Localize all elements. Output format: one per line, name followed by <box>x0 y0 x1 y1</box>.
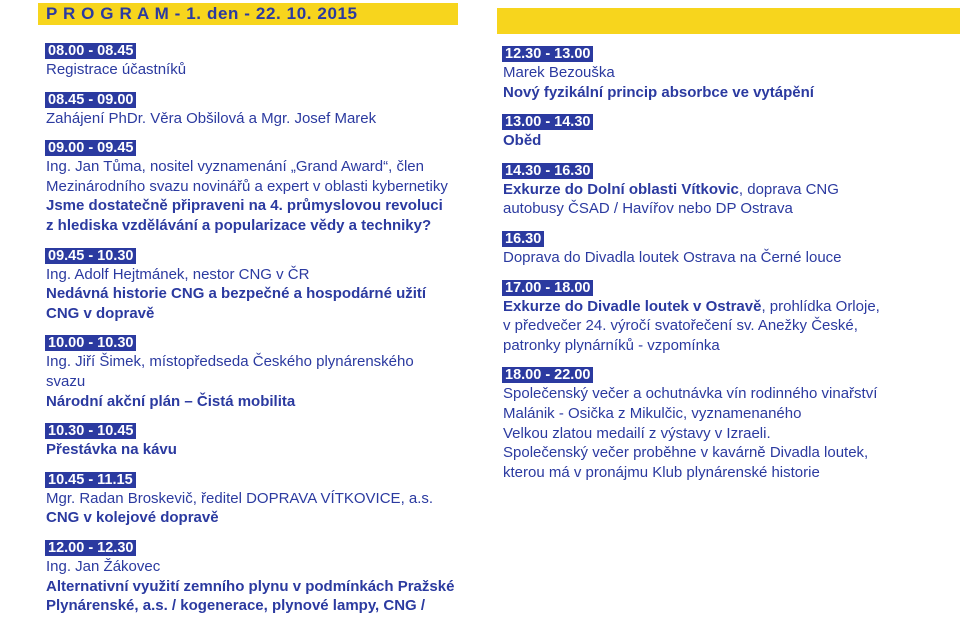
program-line <box>503 199 943 219</box>
session-text: Mgr. Radan Broskevič, ředitel DOPRAVA VÍTKOVICE, a.s. <box>46 489 434 507</box>
program-column-left <box>46 42 466 627</box>
session-text: Zahájení PhDr. Věra Obšilová a Mgr. Josef Marek <box>46 109 377 127</box>
time-badge: 12.30 - 13.00 <box>502 46 593 62</box>
session-text: kterou má v pronájmu Klub plynárenské historie <box>503 463 820 481</box>
time-badge: 08.45 - 09.00 <box>45 92 136 108</box>
session-text: Ing. Jan Žákovec <box>46 557 161 575</box>
session-text: Společenský večer proběhne v kavárně Divadla loutek, <box>503 444 869 462</box>
program-line <box>503 336 943 356</box>
program-line <box>46 440 466 460</box>
session-title: Plynárenské, a.s. / kogenerace, plynové lampy, CNG / <box>46 597 426 615</box>
program-line <box>503 297 943 317</box>
session-text: Mezinárodního svazu novinářů a expert v oblasti kybernetiky <box>46 177 448 195</box>
session-text: Registrace účastníků <box>46 61 187 78</box>
program-item <box>46 247 466 324</box>
time-badge: 09.45 - 10.30 <box>45 248 136 264</box>
program-line <box>46 577 466 597</box>
session-title: Jsme dostatečně připraveni na 4. průmyslovou revoluci <box>46 197 443 215</box>
program-item <box>46 422 466 460</box>
program-line <box>503 404 943 424</box>
session-title: CNG v kolejové dopravě <box>46 509 219 527</box>
program-line <box>46 216 466 236</box>
program-line <box>503 384 943 404</box>
session-title: Exkurze do Divadle loutek v Ostravě <box>503 297 762 315</box>
time-badge: 18.00 - 22.00 <box>502 367 593 383</box>
session-title: Alternativní využití zemního plynu v podmínkách Pražské <box>46 577 455 595</box>
program-line <box>46 372 466 392</box>
session-text: Společenský večer a ochutnávka vín rodinného vinařství <box>503 385 878 403</box>
session-text: Ing. Adolf Hejtmánek, nestor CNG v ČR <box>46 265 310 283</box>
program-line <box>46 157 466 177</box>
program-line <box>503 180 943 200</box>
session-title: Nedávná historie CNG a bezpečné a hospodárné užití <box>46 285 427 303</box>
program-line <box>46 489 466 509</box>
page-title: P R O G R A M - 1. den - 22. 10. 2015 <box>38 3 458 25</box>
time-badge: 12.00 - 12.30 <box>45 540 136 556</box>
program-line <box>46 508 466 528</box>
program-line <box>503 463 943 483</box>
program-line <box>46 392 466 412</box>
program-line <box>503 316 943 336</box>
program-item <box>46 334 466 411</box>
session-text: , doprava CNG <box>738 180 839 198</box>
session-title: z hlediska vzdělávání a popularizace vědy a techniky? <box>46 216 432 234</box>
session-text: v předvečer 24. výročí svatořečení sv. Anežky České, <box>503 317 858 335</box>
program-line <box>46 304 466 324</box>
time-badge: 10.00 - 10.30 <box>45 335 136 351</box>
session-text: Doprava do Divadla loutek Ostrava na Černé louce <box>503 248 842 266</box>
program-item <box>503 113 943 151</box>
program-item <box>46 91 466 129</box>
session-title: Exkurze do Dolní oblasti Vítkovic <box>503 180 739 198</box>
session-text: Marek Bezouška <box>503 64 615 81</box>
session-text: Malánik - Osička z Mikulčic, vyznamenaného <box>503 404 802 422</box>
program-line <box>503 424 943 444</box>
program-line <box>46 596 466 616</box>
program-line <box>503 443 943 463</box>
program-line <box>46 557 466 577</box>
program-item <box>503 366 943 482</box>
program-item <box>46 471 466 528</box>
program-line <box>46 196 466 216</box>
session-title: Oběd <box>503 132 542 150</box>
program-line <box>503 83 943 103</box>
time-badge: 10.45 - 11.15 <box>45 472 136 488</box>
program-line <box>46 265 466 285</box>
program-line <box>46 177 466 197</box>
program-item <box>503 230 943 268</box>
program-item <box>503 45 943 102</box>
time-badge: 13.00 - 14.30 <box>502 114 593 130</box>
program-line <box>46 284 466 304</box>
program-line <box>503 248 943 268</box>
program-item <box>46 139 466 235</box>
program-line <box>503 63 943 83</box>
session-title: Přestávka na kávu <box>46 441 177 459</box>
program-item <box>503 279 943 356</box>
program-item <box>46 42 466 80</box>
time-badge: 16.30 <box>502 231 544 247</box>
session-text: autobusy ČSAD / Havířov nebo DP Ostrava <box>503 200 793 218</box>
time-badge: 10.30 - 10.45 <box>45 423 136 439</box>
session-title: CNG v dopravě <box>46 304 155 322</box>
session-title: Nový fyzikální princip absorbce ve vytápění <box>503 83 814 101</box>
program-line <box>503 131 943 151</box>
time-badge: 17.00 - 18.00 <box>502 280 593 296</box>
session-title: Národní akční plán – Čistá mobilita <box>46 392 296 410</box>
session-text: Ing. Jiří Šimek, místopředseda Českého plynárenského <box>46 353 414 371</box>
session-text: svazu <box>46 372 86 390</box>
program-line <box>46 352 466 372</box>
time-badge: 09.00 - 09.45 <box>45 140 136 156</box>
program-item <box>46 539 466 616</box>
header-bar-right <box>497 8 960 34</box>
session-text: patronky plynárníků - vzpomínka <box>503 336 720 354</box>
session-text: Velkou zlatou medailí z výstavy v Izraeli. <box>503 424 771 442</box>
program-line <box>46 109 466 129</box>
program-item <box>503 162 943 219</box>
program-line <box>46 60 466 80</box>
time-badge: 08.00 - 08.45 <box>45 43 136 59</box>
time-badge: 14.30 - 16.30 <box>502 163 593 179</box>
session-text: Ing. Jan Tůma, nositel vyznamenání „Grand Award“, člen <box>46 158 424 176</box>
session-text: , prohlídka Orloje, <box>761 297 880 315</box>
program-column-right <box>503 45 943 493</box>
